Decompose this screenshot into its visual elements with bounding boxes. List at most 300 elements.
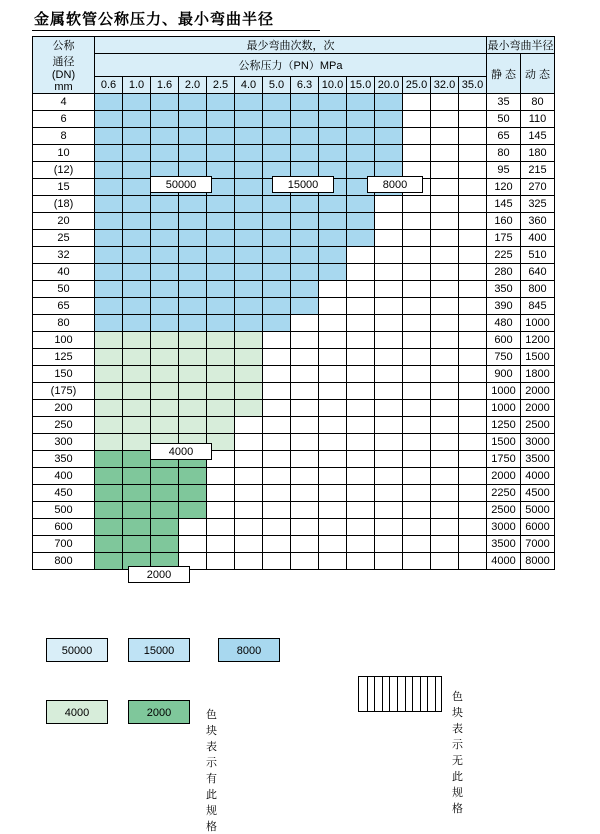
grid-cell — [95, 417, 123, 434]
grid-cell — [291, 536, 319, 553]
grid-cell — [207, 485, 235, 502]
grid-cell — [263, 536, 291, 553]
grid-cell — [459, 94, 487, 111]
dynamic-radius: 640 — [521, 264, 555, 281]
dynamic-radius: 3000 — [521, 434, 555, 451]
grid-cell — [95, 247, 123, 264]
grid-cell — [375, 502, 403, 519]
grid-cell — [151, 417, 179, 434]
grid-cell — [459, 383, 487, 400]
grid-cell — [207, 400, 235, 417]
grid-cell — [151, 383, 179, 400]
table-row — [33, 332, 555, 349]
grid-cell — [347, 383, 375, 400]
table-body — [33, 94, 555, 570]
grid-cell — [375, 281, 403, 298]
grid-cell — [431, 213, 459, 230]
grid-cell — [123, 111, 151, 128]
pn-header-8: 10.0 — [319, 77, 347, 94]
grid-cell — [347, 298, 375, 315]
table-row — [33, 213, 555, 230]
grid-cell — [291, 349, 319, 366]
grid-cell — [263, 451, 291, 468]
grid-cell — [179, 536, 207, 553]
grid-cell — [459, 264, 487, 281]
grid-cell — [235, 111, 263, 128]
dynamic-radius: 2500 — [521, 417, 555, 434]
grid-cell — [459, 400, 487, 417]
grid-cell — [403, 196, 431, 213]
dynamic-radius: 360 — [521, 213, 555, 230]
table-row — [33, 128, 555, 145]
dynamic-radius: 5000 — [521, 502, 555, 519]
grid-cell — [319, 417, 347, 434]
grid-cell — [151, 366, 179, 383]
grid-cell — [291, 315, 319, 332]
grid-cell — [151, 196, 179, 213]
grid-cell — [459, 196, 487, 213]
grid-cell — [207, 111, 235, 128]
grid-cell — [319, 281, 347, 298]
grid-cell — [375, 145, 403, 162]
grid-cell — [291, 196, 319, 213]
grid-cell — [347, 213, 375, 230]
table-row — [33, 366, 555, 383]
grid-cell — [123, 451, 151, 468]
dn-value: 10 — [33, 145, 95, 162]
grid-cell — [151, 247, 179, 264]
legend-swatch-4000: 4000 — [46, 700, 108, 724]
grid-cell — [207, 94, 235, 111]
grid-cell — [95, 519, 123, 536]
overlay-value-label: 8000 — [367, 176, 423, 193]
grid-cell — [291, 247, 319, 264]
grid-cell — [459, 553, 487, 570]
overlay-value-label: 50000 — [150, 176, 212, 193]
dn-value: (175) — [33, 383, 95, 400]
grid-cell — [123, 315, 151, 332]
grid-cell — [263, 196, 291, 213]
grid-cell — [291, 111, 319, 128]
grid-cell — [403, 128, 431, 145]
grid-cell — [95, 213, 123, 230]
grid-cell — [179, 94, 207, 111]
grid-cell — [347, 247, 375, 264]
grid-cell — [207, 264, 235, 281]
legend-swatch-2000: 2000 — [128, 700, 190, 724]
grid-cell — [179, 349, 207, 366]
pn-header-3: 2.0 — [179, 77, 207, 94]
grid-cell — [375, 485, 403, 502]
grid-cell — [235, 332, 263, 349]
static-radius: 900 — [487, 366, 521, 383]
grid-cell — [431, 417, 459, 434]
grid-cell — [375, 213, 403, 230]
grid-cell — [95, 451, 123, 468]
grid-cell — [319, 451, 347, 468]
grid-cell — [347, 315, 375, 332]
grid-cell — [431, 383, 459, 400]
static-radius: 350 — [487, 281, 521, 298]
grid-cell — [207, 281, 235, 298]
grid-cell — [207, 366, 235, 383]
grid-cell — [235, 468, 263, 485]
dn-value: 700 — [33, 536, 95, 553]
grid-cell — [403, 400, 431, 417]
grid-cell — [151, 485, 179, 502]
grid-cell — [95, 332, 123, 349]
grid-cell — [263, 553, 291, 570]
grid-cell — [95, 298, 123, 315]
grid-cell — [347, 417, 375, 434]
table-row — [33, 383, 555, 400]
grid-cell — [235, 383, 263, 400]
grid-cell — [123, 417, 151, 434]
grid-cell — [403, 247, 431, 264]
grid-cell — [179, 502, 207, 519]
grid-cell — [291, 468, 319, 485]
table-row — [33, 519, 555, 536]
table-row — [33, 434, 555, 451]
grid-cell — [151, 145, 179, 162]
grid-cell — [431, 281, 459, 298]
pn-header-4: 2.5 — [207, 77, 235, 94]
grid-cell — [207, 417, 235, 434]
grid-cell — [123, 162, 151, 179]
grid-cell — [207, 553, 235, 570]
grid-cell — [179, 298, 207, 315]
grid-cell — [95, 94, 123, 111]
grid-cell — [151, 111, 179, 128]
table-row — [33, 264, 555, 281]
dn-value: 65 — [33, 298, 95, 315]
dynamic-radius: 325 — [521, 196, 555, 213]
grid-cell — [459, 366, 487, 383]
grid-cell — [319, 536, 347, 553]
grid-cell — [291, 502, 319, 519]
grid-cell — [151, 264, 179, 281]
grid-cell — [123, 400, 151, 417]
dynamic-radius: 800 — [521, 281, 555, 298]
grid-cell — [123, 502, 151, 519]
table-row — [33, 553, 555, 570]
grid-cell — [235, 162, 263, 179]
dn-value: 350 — [33, 451, 95, 468]
grid-cell — [123, 383, 151, 400]
grid-cell — [235, 519, 263, 536]
grid-cell — [431, 502, 459, 519]
grid-cell — [431, 536, 459, 553]
overlay-value-label: 2000 — [128, 566, 190, 583]
grid-cell — [151, 94, 179, 111]
dn-value: 200 — [33, 400, 95, 417]
grid-cell — [235, 247, 263, 264]
grid-cell — [375, 366, 403, 383]
grid-cell — [431, 162, 459, 179]
grid-cell — [207, 196, 235, 213]
grid-cell — [207, 332, 235, 349]
grid-cell — [95, 230, 123, 247]
grid-cell — [207, 536, 235, 553]
grid-cell — [431, 179, 459, 196]
grid-cell — [123, 145, 151, 162]
grid-cell — [347, 111, 375, 128]
grid-cell — [235, 179, 263, 196]
grid-cell — [235, 264, 263, 281]
table-row — [33, 502, 555, 519]
grid-cell — [459, 451, 487, 468]
static-radius: 160 — [487, 213, 521, 230]
grid-cell — [403, 349, 431, 366]
grid-cell — [403, 213, 431, 230]
grid-cell — [459, 128, 487, 145]
grid-cell — [431, 298, 459, 315]
grid-cell — [95, 128, 123, 145]
grid-cell — [459, 417, 487, 434]
static-radius: 175 — [487, 230, 521, 247]
pn-header-0: 0.6 — [95, 77, 123, 94]
static-radius: 600 — [487, 332, 521, 349]
grid-cell — [375, 332, 403, 349]
grid-cell — [179, 417, 207, 434]
grid-cell — [319, 315, 347, 332]
grid-cell — [319, 349, 347, 366]
grid-cell — [123, 179, 151, 196]
grid-cell — [459, 349, 487, 366]
grid-cell — [459, 230, 487, 247]
grid-cell — [95, 145, 123, 162]
static-radius: 2000 — [487, 468, 521, 485]
dn-value: 15 — [33, 179, 95, 196]
grid-cell — [403, 485, 431, 502]
dn-value: 150 — [33, 366, 95, 383]
grid-cell — [403, 536, 431, 553]
grid-cell — [263, 502, 291, 519]
grid-cell — [263, 434, 291, 451]
grid-cell — [403, 281, 431, 298]
grid-cell — [291, 366, 319, 383]
grid-cell — [179, 230, 207, 247]
grid-cell — [347, 468, 375, 485]
grid-cell — [95, 400, 123, 417]
table-row — [33, 468, 555, 485]
grid-cell — [123, 519, 151, 536]
dynamic-radius: 400 — [521, 230, 555, 247]
grid-cell — [95, 383, 123, 400]
spec-table — [32, 36, 555, 570]
grid-cell — [347, 366, 375, 383]
dn-value: 100 — [33, 332, 95, 349]
grid-cell — [95, 196, 123, 213]
dn-value: 4 — [33, 94, 95, 111]
grid-cell — [263, 230, 291, 247]
grid-cell — [375, 400, 403, 417]
legend-note-hatch: 色块表示无此规格 — [452, 691, 463, 815]
grid-cell — [347, 434, 375, 451]
grid-cell — [263, 366, 291, 383]
grid-cell — [319, 230, 347, 247]
static-radius: 95 — [487, 162, 521, 179]
pn-header-1: 1.0 — [123, 77, 151, 94]
header-row-2 — [33, 54, 555, 77]
grid-cell — [403, 468, 431, 485]
grid-cell — [347, 519, 375, 536]
grid-cell — [319, 128, 347, 145]
dynamic-radius: 1500 — [521, 349, 555, 366]
grid-cell — [459, 298, 487, 315]
pn-header-12: 32.0 — [431, 77, 459, 94]
grid-cell — [235, 485, 263, 502]
grid-cell — [375, 247, 403, 264]
grid-cell — [207, 230, 235, 247]
grid-cell — [347, 485, 375, 502]
grid-cell — [95, 111, 123, 128]
grid-cell — [347, 400, 375, 417]
table-row — [33, 417, 555, 434]
grid-cell — [235, 315, 263, 332]
grid-cell — [291, 485, 319, 502]
dynamic-radius: 80 — [521, 94, 555, 111]
grid-cell — [263, 128, 291, 145]
grid-cell — [375, 468, 403, 485]
grid-cell — [123, 332, 151, 349]
grid-cell — [291, 383, 319, 400]
grid-cell — [431, 111, 459, 128]
table-row — [33, 400, 555, 417]
static-radius: 145 — [487, 196, 521, 213]
grid-cell — [403, 553, 431, 570]
pn-header-5: 4.0 — [235, 77, 263, 94]
grid-cell — [403, 417, 431, 434]
grid-cell — [375, 536, 403, 553]
grid-cell — [95, 536, 123, 553]
grid-cell — [95, 434, 123, 451]
pn-header-13: 35.0 — [459, 77, 487, 94]
static-radius: 4000 — [487, 553, 521, 570]
dn-line-2: 通径 — [52, 56, 75, 68]
grid-cell — [403, 332, 431, 349]
grid-cell — [179, 468, 207, 485]
pn-header-11: 25.0 — [403, 77, 431, 94]
table-row — [33, 315, 555, 332]
grid-cell — [123, 536, 151, 553]
grid-cell — [319, 400, 347, 417]
grid-cell — [347, 196, 375, 213]
grid-cell — [151, 128, 179, 145]
table-header — [33, 37, 555, 94]
grid-cell — [431, 145, 459, 162]
static-radius: 1000 — [487, 400, 521, 417]
grid-cell — [431, 451, 459, 468]
static-radius: 80 — [487, 145, 521, 162]
grid-cell — [291, 213, 319, 230]
dynamic-radius: 845 — [521, 298, 555, 315]
static-radius: 3000 — [487, 519, 521, 536]
table-row — [33, 298, 555, 315]
grid-cell — [123, 247, 151, 264]
static-radius: 1500 — [487, 434, 521, 451]
grid-cell — [207, 213, 235, 230]
grid-cell — [459, 145, 487, 162]
grid-cell — [291, 417, 319, 434]
dn-line-4: mm — [54, 81, 73, 93]
grid-cell — [291, 400, 319, 417]
static-radius: 480 — [487, 315, 521, 332]
pn-header-6: 5.0 — [263, 77, 291, 94]
grid-cell — [123, 349, 151, 366]
grid-cell — [459, 468, 487, 485]
grid-cell — [263, 264, 291, 281]
grid-cell — [235, 230, 263, 247]
grid-cell — [459, 434, 487, 451]
table-row — [33, 94, 555, 111]
grid-cell — [403, 111, 431, 128]
static-radius: 280 — [487, 264, 521, 281]
grid-cell — [319, 332, 347, 349]
grid-cell — [179, 111, 207, 128]
grid-cell — [95, 349, 123, 366]
grid-cell — [263, 383, 291, 400]
grid-cell — [207, 298, 235, 315]
pn-header-10: 20.0 — [375, 77, 403, 94]
grid-cell — [459, 111, 487, 128]
grid-cell — [235, 94, 263, 111]
grid-cell — [347, 264, 375, 281]
grid-cell — [291, 145, 319, 162]
grid-cell — [95, 468, 123, 485]
grid-cell — [151, 213, 179, 230]
grid-cell — [179, 264, 207, 281]
grid-cell — [235, 281, 263, 298]
static-radius: 3500 — [487, 536, 521, 553]
pn-header-2: 1.6 — [151, 77, 179, 94]
grid-cell — [291, 332, 319, 349]
pn-header-9: 15.0 — [347, 77, 375, 94]
grid-cell — [403, 502, 431, 519]
grid-cell — [459, 502, 487, 519]
page-title: 金属软管公称压力、最小弯曲半径 — [34, 12, 275, 28]
legend-swatch-50000: 50000 — [46, 638, 108, 662]
dn-value: 400 — [33, 468, 95, 485]
grid-cell — [319, 94, 347, 111]
grid-cell — [375, 128, 403, 145]
grid-cell — [207, 468, 235, 485]
grid-cell — [459, 213, 487, 230]
grid-cell — [235, 417, 263, 434]
grid-cell — [179, 366, 207, 383]
dn-value: 125 — [33, 349, 95, 366]
grid-cell — [123, 366, 151, 383]
grid-cell — [235, 553, 263, 570]
grid-cell — [151, 536, 179, 553]
dn-line-1: 公称 — [52, 40, 75, 52]
grid-cell — [347, 502, 375, 519]
grid-cell — [263, 111, 291, 128]
header-row-3 — [33, 77, 555, 94]
dynamic-radius: 1800 — [521, 366, 555, 383]
pn-header-7: 6.3 — [291, 77, 319, 94]
dn-value: 450 — [33, 485, 95, 502]
overlay-value-label: 4000 — [150, 443, 212, 460]
grid-cell — [459, 519, 487, 536]
grid-cell — [403, 366, 431, 383]
grid-cell — [123, 485, 151, 502]
dynamic-radius: 510 — [521, 247, 555, 264]
dynamic-radius: 1200 — [521, 332, 555, 349]
grid-cell — [207, 128, 235, 145]
grid-cell — [375, 230, 403, 247]
grid-cell — [431, 247, 459, 264]
